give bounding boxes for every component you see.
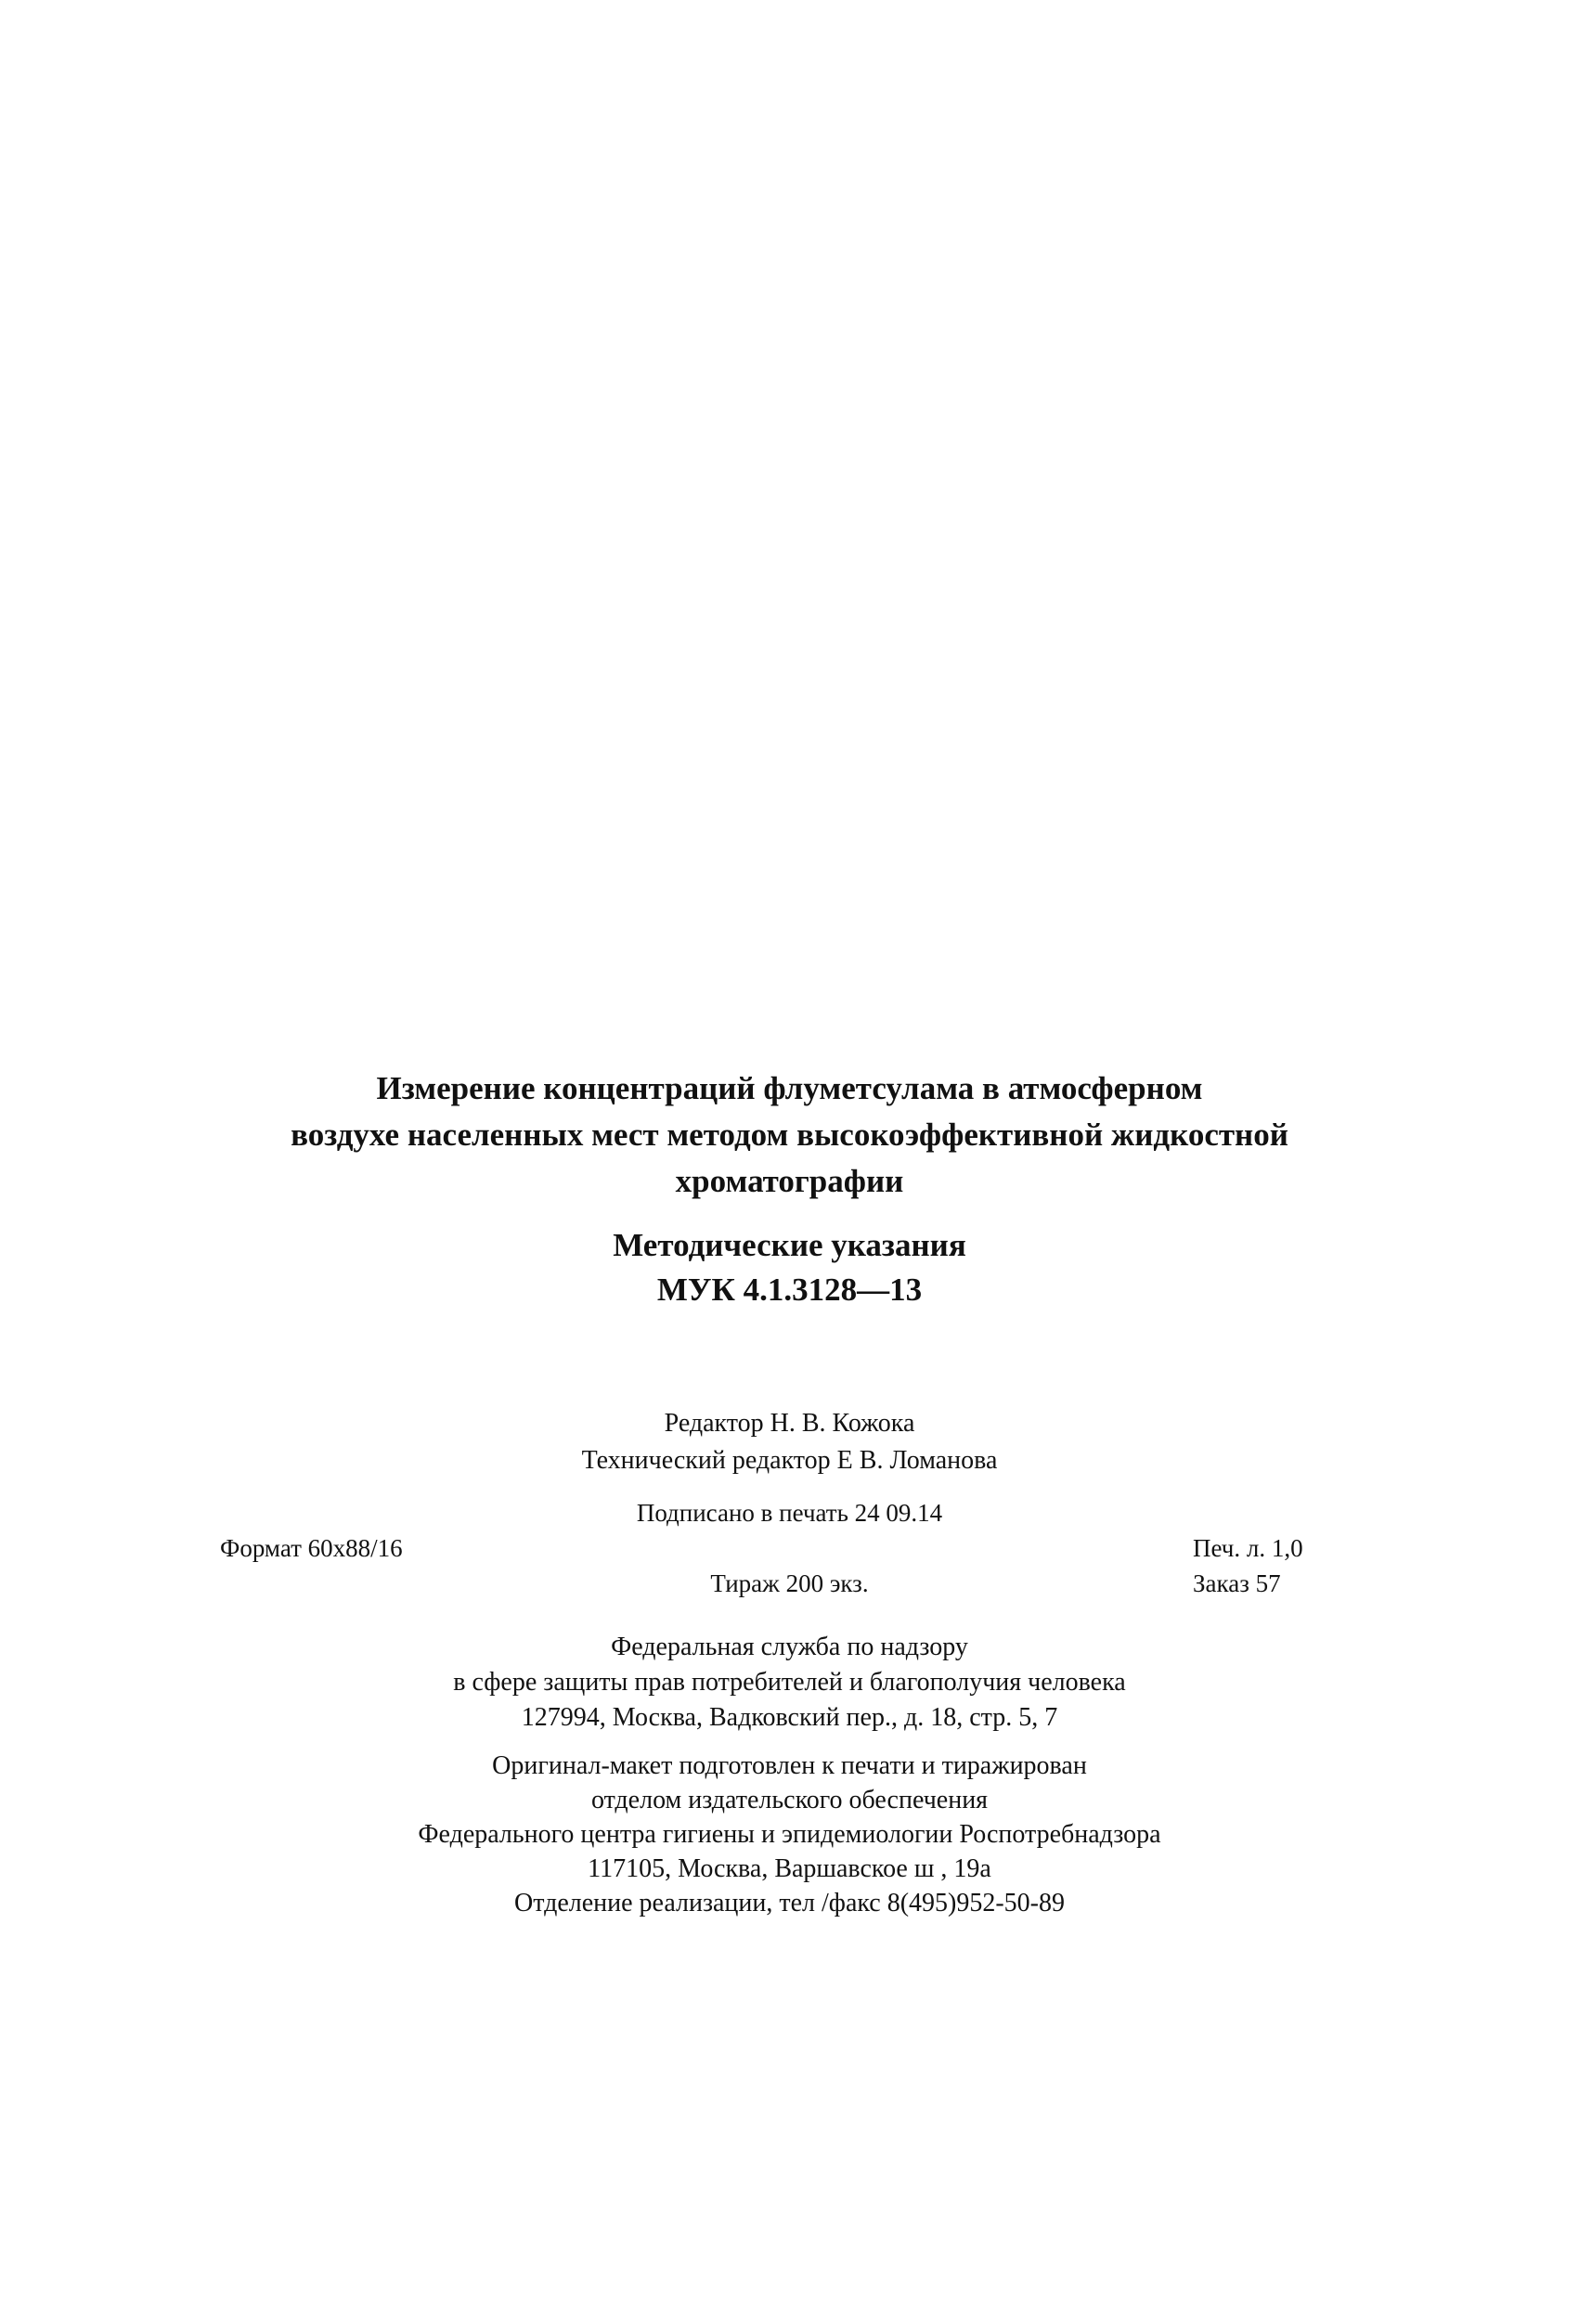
agency-info bbox=[306, 1630, 1273, 1736]
title-line-3: хроматографии bbox=[675, 1163, 904, 1199]
editorial-credits bbox=[427, 1405, 1152, 1479]
signed-to-print: Подписано в печать 24 09.14 bbox=[636, 1499, 943, 1527]
document-title bbox=[167, 1065, 1412, 1205]
editor-credit: Редактор Н. В. Кожока bbox=[664, 1409, 915, 1438]
agency-line-1: Федеральная служба по надзору bbox=[611, 1633, 968, 1661]
document-code: МУК 4.1.3128—13 bbox=[656, 1272, 923, 1308]
order-number: Заказ 57 bbox=[1193, 1569, 1281, 1597]
publisher-line-2: отделом издательского обеспечения bbox=[590, 1786, 989, 1814]
publisher-line-3: Федерального центра гигиены и эпидемиологии Роспотребнадзора bbox=[418, 1820, 1161, 1849]
paper-format: Формат 60x88/16 bbox=[220, 1534, 403, 1562]
agency-address: 127994, Москва, Вадковский пер., д. 18, стр. 5, 7 bbox=[521, 1703, 1058, 1732]
publisher-line-1: Оригинал-макет подготовлен к печати и тиражирован bbox=[492, 1751, 1087, 1780]
document-kind: Методические указания bbox=[613, 1227, 966, 1263]
print-run: Тираж 200 экз. bbox=[710, 1569, 869, 1597]
publisher-address: 117105, Москва, Варшавское ш , 19а bbox=[588, 1854, 991, 1883]
tech-editor-credit: Технический редактор Е В. Ломанова bbox=[581, 1446, 998, 1475]
sales-contact: Отделение реализации, тел /факс 8(495)952-50-89 bbox=[513, 1889, 1066, 1917]
title-line-1: Измерение концентраций флуметсулама в атмосферном bbox=[376, 1070, 1203, 1106]
document-type bbox=[167, 1223, 1412, 1312]
publisher-info bbox=[306, 1749, 1273, 1920]
title-line-2: воздухе населенных мест методом высокоэффективной жидкостной bbox=[291, 1117, 1288, 1153]
print-sheets: Печ. л. 1,0 bbox=[1193, 1534, 1303, 1562]
agency-line-2: в сфере защиты прав потребителей и благополучия человека bbox=[453, 1668, 1126, 1697]
